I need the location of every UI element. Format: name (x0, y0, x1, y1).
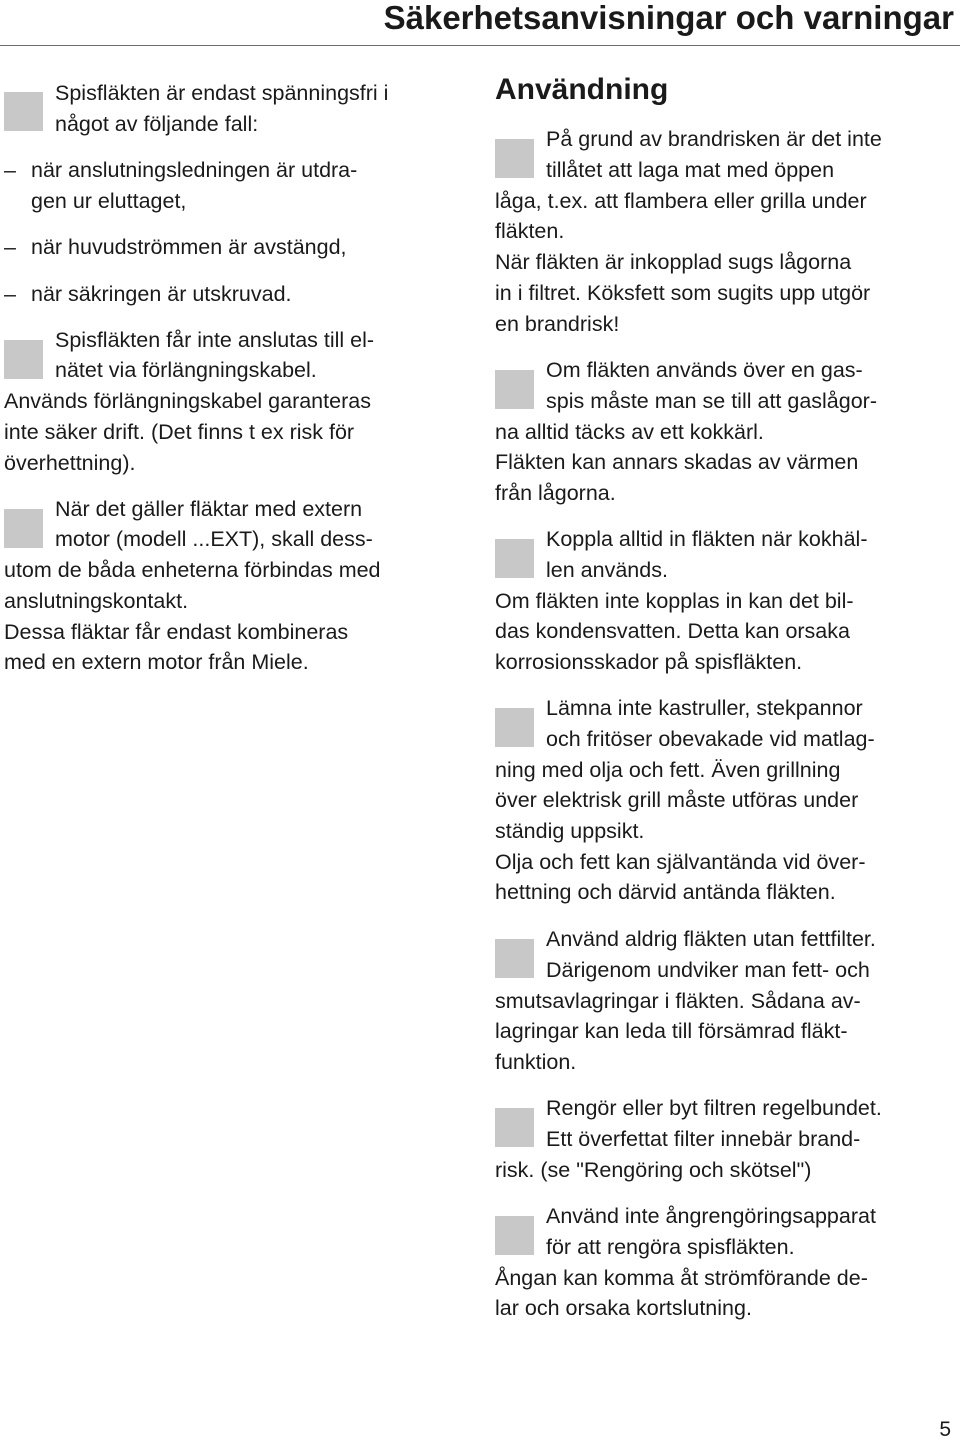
text-line: Olja och fett kan självantända vid över- (495, 850, 866, 874)
text-line: När det gäller fläktar med extern (55, 497, 363, 521)
text-line: Använd aldrig fläkten utan fettfilter. (546, 927, 876, 951)
warning-marker-icon (495, 370, 534, 409)
header-divider (0, 45, 960, 46)
text-line: fläkten. (495, 219, 565, 243)
dash-bullet: – (4, 282, 16, 306)
text-line: Dessa fläktar får endast kombineras (4, 620, 349, 644)
warning-marker-icon (495, 539, 534, 578)
warning-marker-icon (495, 708, 534, 747)
warning-marker-icon (495, 939, 534, 978)
page-title: Säkerhetsanvisningar och varningar (383, 0, 954, 36)
text-line: När fläkten är inkopplad sugs lågorna (495, 250, 852, 274)
dash-bullet: – (4, 158, 16, 182)
text-line: och fritöser obevakade vid matlag- (546, 727, 875, 751)
text-line: motor (modell ...EXT), skall dess- (55, 527, 373, 551)
warning-marker-icon (4, 509, 43, 548)
section-heading: Användning (495, 73, 669, 106)
text-line: Koppla alltid in fläkten när kokhäl- (546, 527, 868, 551)
text-line: för att rengöra spisfläkten. (546, 1235, 795, 1259)
text-line: Om fläkten används över en gas- (546, 358, 863, 382)
text-line: na alltid täcks av ett kokkärl. (495, 420, 764, 444)
text-line: nätet via förlängningskabel. (55, 358, 317, 382)
text-line: funktion. (495, 1050, 577, 1074)
text-line: anslutningskontakt. (4, 589, 189, 613)
text-line: das kondensvatten. Detta kan orsaka (495, 619, 850, 643)
text-line: len används. (546, 558, 668, 582)
text-line: utom de båda enheterna förbindas med (4, 558, 381, 582)
text-line: lagringar kan leda till försämrad fläkt- (495, 1019, 848, 1043)
text-line: hettning och därvid antända fläkten. (495, 880, 836, 904)
text-line: något av följande fall: (55, 112, 259, 136)
text-line: Används förlängningskabel garanteras (4, 389, 371, 413)
warning-marker-icon (495, 139, 534, 178)
text-line: Lämna inte kastruller, stekpannor (546, 696, 863, 720)
text-line: Rengör eller byt filtren regelbundet. (546, 1096, 882, 1120)
text-line: spis måste man se till att gaslågor- (546, 389, 877, 413)
text-line: Ångan kan komma åt strömförande de- (495, 1266, 868, 1290)
text-line: när anslutningsledningen är utdra- (31, 158, 358, 182)
warning-marker-icon (4, 340, 43, 379)
dash-bullet: – (4, 235, 16, 259)
text-line: Ett överfettat filter innebär brand- (546, 1127, 861, 1151)
text-line: Spisfläkten är endast spänningsfri i (55, 81, 389, 105)
text-line: överhettning). (4, 451, 136, 475)
text-line: när huvudströmmen är avstängd, (31, 235, 347, 259)
text-line: från lågorna. (495, 481, 616, 505)
text-line: ständig uppsikt. (495, 819, 645, 843)
text-line: tillåtet att laga mat med öppen (546, 158, 835, 182)
text-line: över elektrisk grill måste utföras under (495, 788, 859, 812)
warning-marker-icon (495, 1108, 534, 1147)
text-line: ning med olja och fett. Även grillning (495, 758, 841, 782)
text-line: låga, t.ex. att flambera eller grilla under (495, 189, 867, 213)
text-line: en brandrisk! (495, 312, 620, 336)
text-line: risk. (se "Rengöring och skötsel") (495, 1158, 812, 1182)
page-number: 5 (939, 1418, 951, 1441)
text-line: in i filtret. Köksfett som sugits upp utgör (495, 281, 871, 305)
text-line: Om fläkten inte kopplas in kan det bil- (495, 589, 854, 613)
text-line: smutsavlagringar i fläkten. Sådana av- (495, 989, 861, 1013)
text-line: inte säker drift. (Det finns t ex risk för (4, 420, 355, 444)
text-line: Fläkten kan annars skadas av värmen (495, 450, 859, 474)
warning-marker-icon (495, 1216, 534, 1255)
text-line: På grund av brandrisken är det inte (546, 127, 882, 151)
text-line: lar och orsaka kortslutning. (495, 1296, 752, 1320)
text-line: korrosionsskador på spisfläkten. (495, 650, 803, 674)
warning-marker-icon (4, 92, 43, 131)
text-line: med en extern motor från Miele. (4, 650, 309, 674)
text-line: Använd inte ångrengöringsapparat (546, 1204, 876, 1228)
text-line: när säkringen är utskruvad. (31, 282, 292, 306)
text-line: Spisfläkten får inte anslutas till el- (55, 328, 375, 352)
text-line: gen ur eluttaget, (31, 189, 187, 213)
text-line: Därigenom undviker man fett- och (546, 958, 870, 982)
